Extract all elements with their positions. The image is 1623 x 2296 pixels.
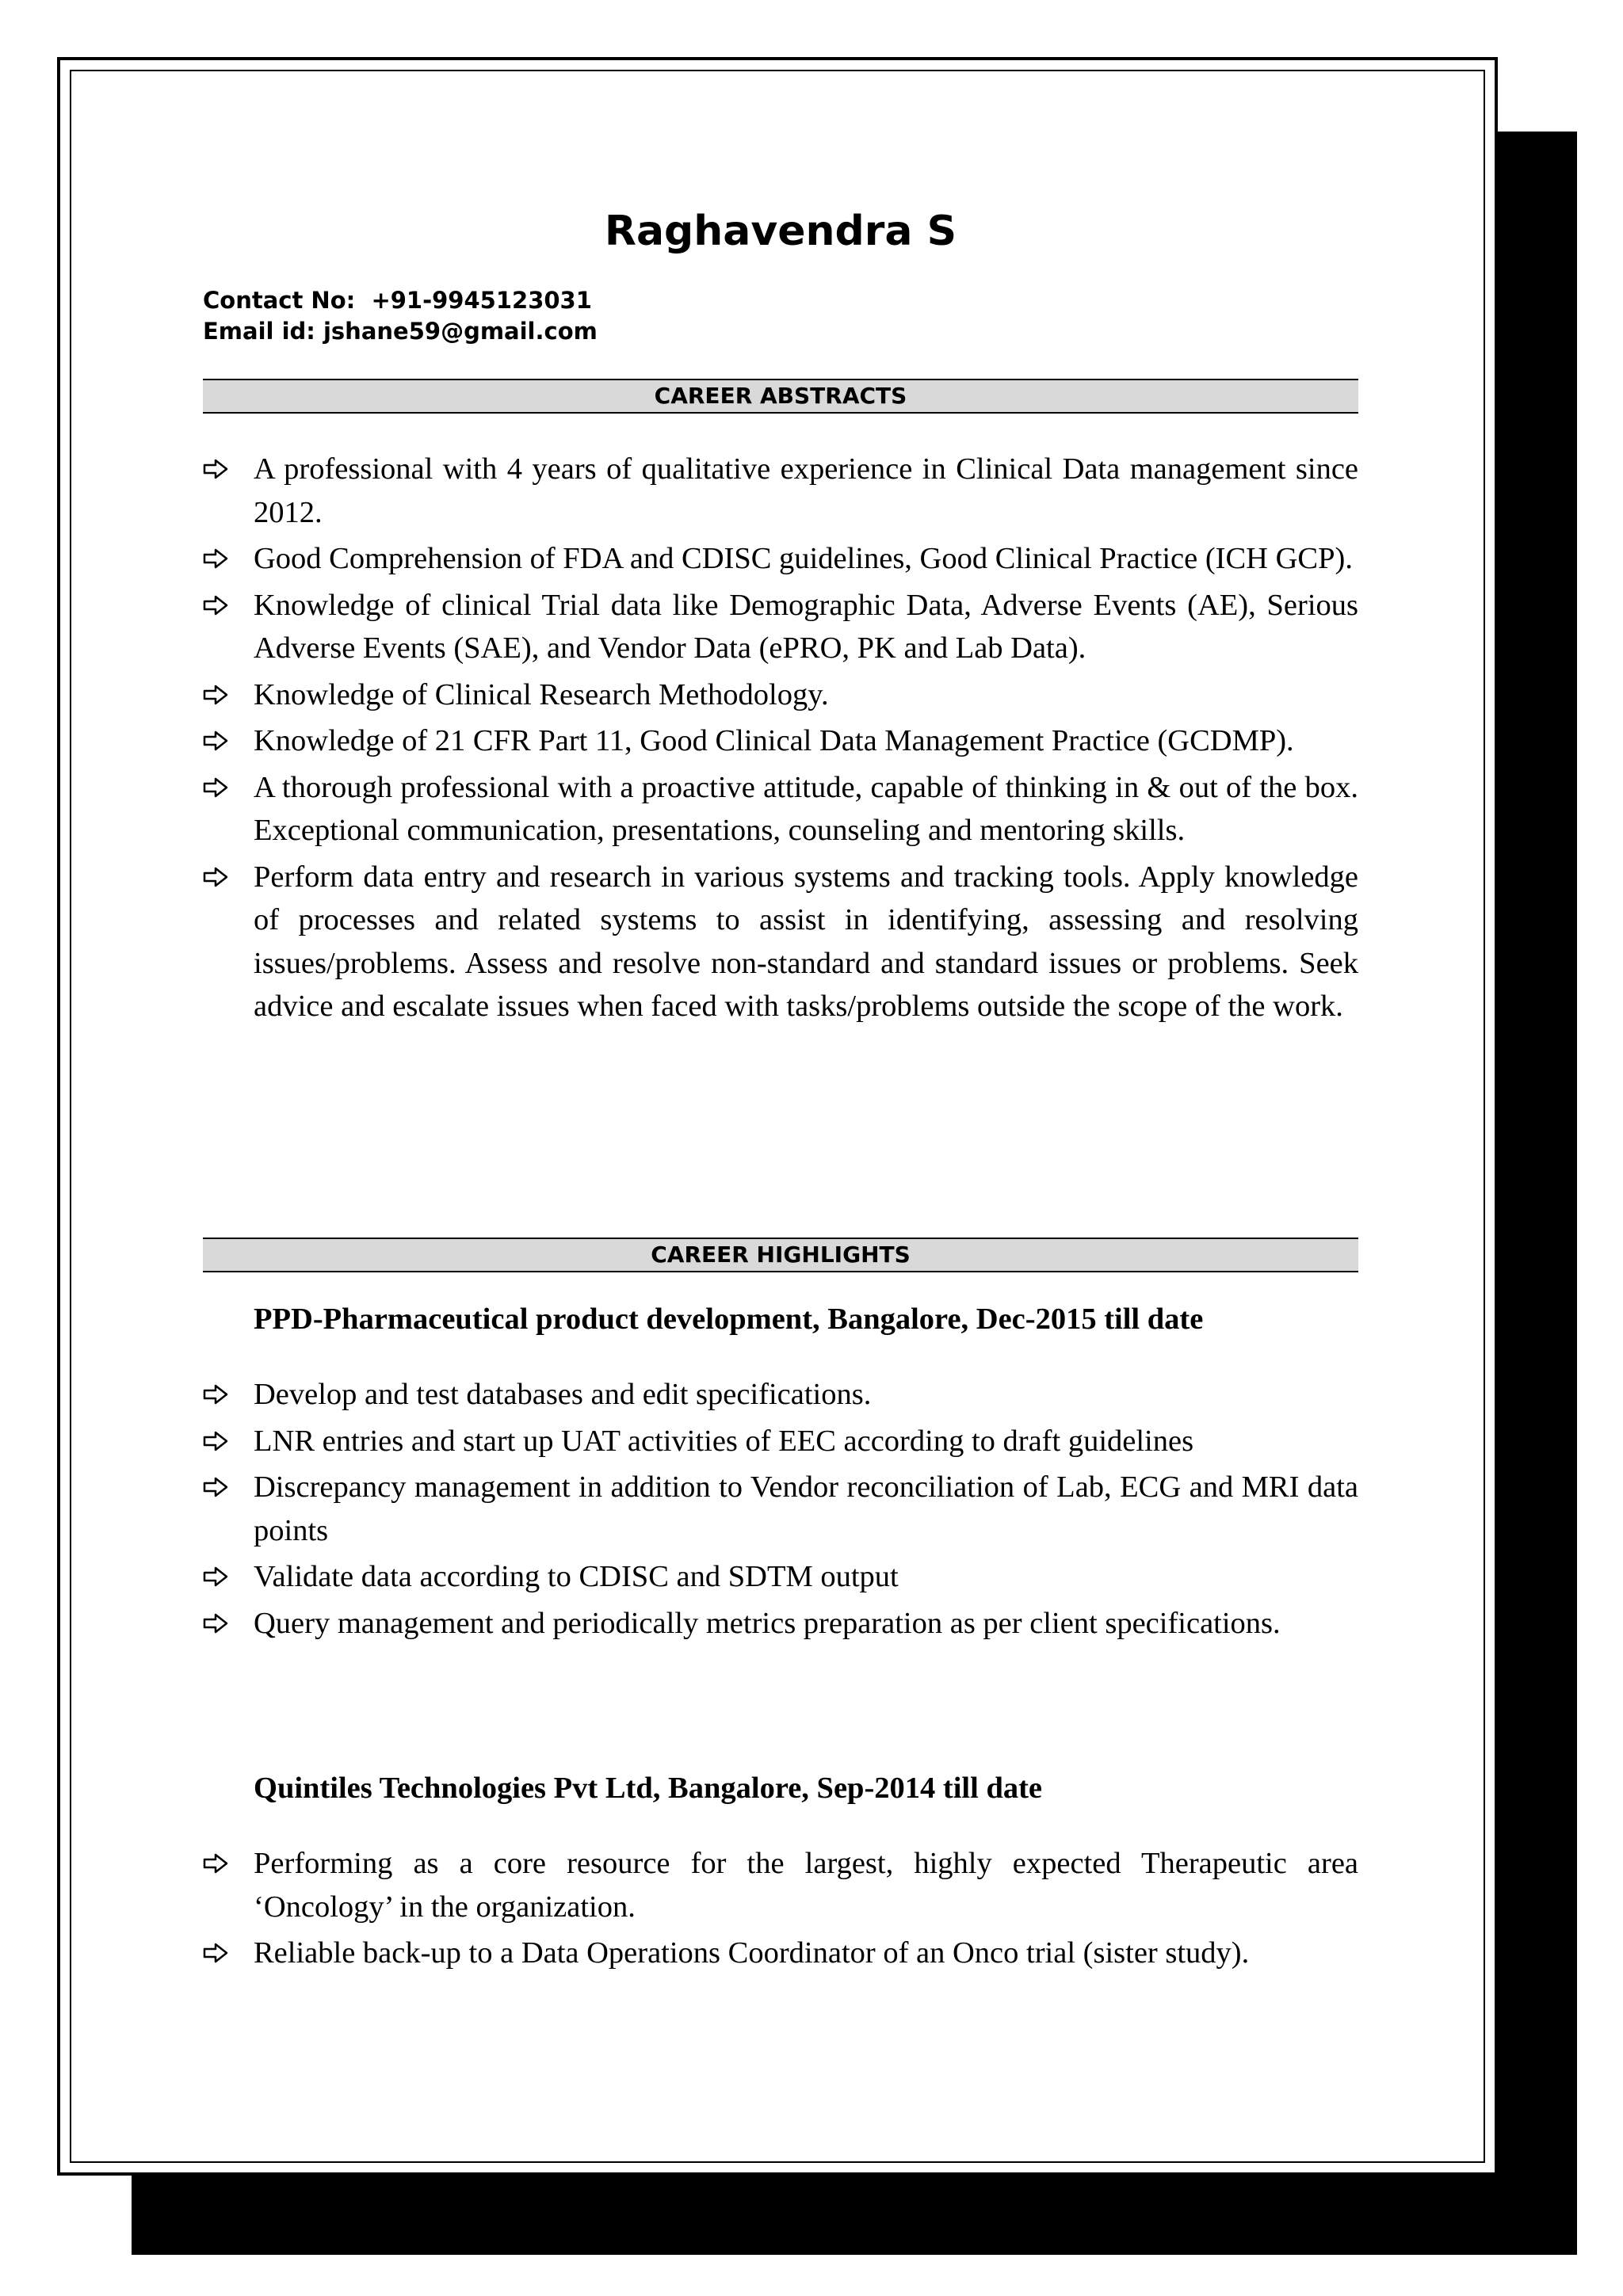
phone-number: +91-9945123031 [371,287,592,314]
job-title: PPD-Pharmaceutical product development, Bangalore, Dec-2015 till date [254,1302,1204,1336]
list-item: A professional with 4 years of qualitative experience in Clinical Data management since 2012. [203,448,1358,534]
arrow-right-icon [203,777,228,798]
arrow-right-icon [203,548,228,569]
arrow-right-icon [203,1477,228,1497]
list-item: Performing as a core resource for the largest, highly expected Therapeutic area ‘Oncology’ in the organization. [203,1842,1358,1928]
list-item: Develop and test databases and edit specifications. [203,1373,1358,1417]
list-item: LNR entries and start up UAT activities of EEC according to draft guidelines [203,1420,1358,1463]
candidate-name: Raghavendra S [604,208,957,255]
list-item: A thorough professional with a proactive attitude, capable of thinking in & out of the box. Exceptional communication, presentations, counseling and mentoring skills. [203,766,1358,852]
job-title: Quintiles Technologies Pvt Ltd, Bangalore, Sep-2014 till date [254,1772,1043,1805]
arrow-right-icon [203,1384,228,1405]
career-abstracts-list [203,448,1358,1028]
job-duties-list [203,1842,1358,1975]
arrow-right-icon [203,730,228,751]
arrow-right-icon [203,1431,228,1451]
list-item: Knowledge of 21 CFR Part 11, Good Clinical Data Management Practice (GCDMP). [203,719,1358,763]
phone-label: Contact No: [203,287,356,314]
list-item: Knowledge of Clinical Research Methodology. [203,673,1358,717]
list-item: Knowledge of clinical Trial data like Demographic Data, Adverse Events (AE), Serious Adverse Events (SAE), and Vendor Data (ePRO, PK and Lab Data). [203,584,1358,670]
contact-block [203,285,598,347]
job-duties-list [203,1373,1358,1645]
arrow-right-icon [203,1613,228,1634]
arrow-right-icon [203,595,228,616]
arrow-right-icon [203,459,228,479]
arrow-right-icon [203,1566,228,1587]
arrow-right-icon [203,685,228,705]
email-label: Email id: [203,318,315,345]
list-item: Perform data entry and research in various systems and tracking tools. Apply knowledge of processes and related systems to assist in identifying, assessing and resolving issues/problems. Assess and resolve non-standard and standard issues or problems. Seek advice and escalate issues when faced with tasks/problems outside the scope of the work. [203,856,1358,1028]
arrow-right-icon [203,867,228,887]
list-item: Reliable back-up to a Data Operations Coordinator of an Onco trial (sister study). [203,1932,1358,1975]
career-abstracts-heading: CAREER ABSTRACTS [203,379,1358,414]
list-item: Discrepancy management in addition to Vendor reconciliation of Lab, ECG and MRI data points [203,1466,1358,1552]
list-item: Query management and periodically metrics preparation as per client specifications. [203,1602,1358,1646]
arrow-right-icon [203,1943,228,1963]
list-item: Good Comprehension of FDA and CDISC guidelines, Good Clinical Practice (ICH GCP). [203,537,1358,581]
career-highlights-heading: CAREER HIGHLIGHTS [203,1238,1358,1272]
list-item: Validate data according to CDISC and SDTM output [203,1555,1358,1599]
arrow-right-icon [203,1853,228,1874]
email-address: jshane59@gmail.com [323,318,598,345]
